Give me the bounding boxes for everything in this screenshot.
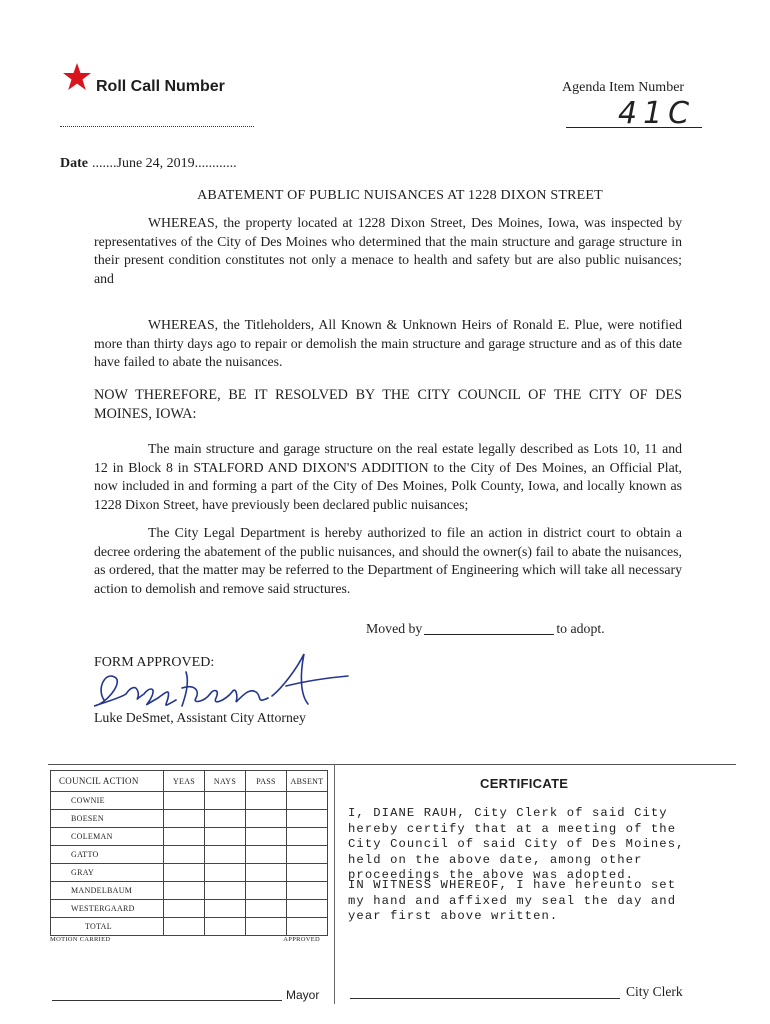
vote-cell xyxy=(287,918,328,936)
vote-cell xyxy=(287,900,328,918)
table-row xyxy=(51,810,328,828)
table-header-row xyxy=(51,771,328,792)
table-row xyxy=(51,918,328,936)
moved-by-label: Moved by xyxy=(366,621,423,636)
mayor-label: Mayor xyxy=(286,988,320,1002)
vote-cell xyxy=(246,810,287,828)
council-member-name: WESTERGAARD xyxy=(51,900,164,918)
total-label: TOTAL xyxy=(51,918,164,936)
vote-cell xyxy=(164,900,205,918)
table-row xyxy=(51,828,328,846)
roll-call-number-field xyxy=(60,126,254,127)
certificate-paragraph-2: IN WITNESS WHEREOF, I have hereunto set my hand and affixed my seal the day and year first above written. xyxy=(348,878,677,923)
agenda-item-number-label: Agenda Item Number xyxy=(562,80,685,95)
approved-label: APPROVED xyxy=(283,936,320,943)
agenda-item-number-value: 41C xyxy=(618,96,696,131)
vote-cell xyxy=(205,828,246,846)
vote-cell xyxy=(246,792,287,810)
vote-cell xyxy=(205,882,246,900)
vote-cell xyxy=(205,864,246,882)
to-adopt-label: to adopt. xyxy=(556,621,605,636)
agenda-item-number-line xyxy=(566,127,702,128)
vote-cell xyxy=(246,864,287,882)
council-member-name: GATTO xyxy=(51,846,164,864)
council-member-name: GRAY xyxy=(51,864,164,882)
vote-cell xyxy=(164,810,205,828)
roll-call-number-label: Roll Call Number xyxy=(96,78,225,95)
date-label: Date xyxy=(60,156,88,171)
table-row xyxy=(51,882,328,900)
council-action-header: COUNCIL ACTION xyxy=(51,771,164,792)
absent-header: ABSENT xyxy=(287,771,328,792)
vote-cell xyxy=(287,864,328,882)
council-member-name: COWNIE xyxy=(51,792,164,810)
vote-cell xyxy=(246,918,287,936)
vote-cell xyxy=(287,810,328,828)
table-row xyxy=(51,864,328,882)
paragraph-text: WHEREAS, the Titleholders, All Known & Unknown Heirs of Ronald E. Plue, were notified more than thirty days ago to repair or demolish the main structure and garage structure and as of this date have failed to abate the nuisances. xyxy=(94,317,682,369)
vote-cell xyxy=(164,828,205,846)
date-value: June 24, 2019 xyxy=(116,156,195,171)
council-member-name: BOESEN xyxy=(51,810,164,828)
vertical-divider xyxy=(334,764,335,1004)
table-row xyxy=(51,846,328,864)
vote-cell xyxy=(287,846,328,864)
table-row xyxy=(51,900,328,918)
council-action-table xyxy=(50,770,328,936)
mayor-signature-line xyxy=(52,1000,282,1001)
vote-cell xyxy=(164,918,205,936)
vote-cell xyxy=(164,864,205,882)
motion-carried-row xyxy=(50,936,320,943)
motion-carried-label: MOTION CARRIED xyxy=(50,936,111,943)
vote-cell xyxy=(287,828,328,846)
vote-cell xyxy=(287,882,328,900)
whereas-paragraph-2 xyxy=(94,316,682,372)
council-member-name: MANDELBAUM xyxy=(51,882,164,900)
city-clerk-signature-line xyxy=(350,998,620,999)
city-clerk-label: City Clerk xyxy=(626,984,683,999)
council-member-name: COLEMAN xyxy=(51,828,164,846)
section-divider xyxy=(48,764,736,765)
nays-header: NAYS xyxy=(205,771,246,792)
certificate-title: CERTIFICATE xyxy=(480,776,569,791)
vote-cell xyxy=(164,846,205,864)
yeas-header: YEAS xyxy=(164,771,205,792)
vote-cell xyxy=(205,792,246,810)
vote-cell xyxy=(205,846,246,864)
vote-cell xyxy=(246,882,287,900)
legal-department-paragraph xyxy=(94,524,682,598)
vote-cell xyxy=(205,918,246,936)
vote-cell xyxy=(287,792,328,810)
assistant-city-attorney: Luke DeSmet, Assistant City Attorney xyxy=(94,710,306,725)
vote-cell xyxy=(205,900,246,918)
vote-cell xyxy=(205,810,246,828)
vote-cell xyxy=(164,882,205,900)
paragraph-text: The City Legal Department is hereby authorized to file an action in district court to obtain a decree ordering the abatement of the public nuisances, and should the owner(s) fail to abate the nuisances, as ordered, that the matter may be referred to the Department of Engineering which will take all necessary action to demolish and remove said structures. xyxy=(94,525,682,596)
moved-by-line xyxy=(366,621,605,637)
table-row xyxy=(51,792,328,810)
paragraph-text: NOW THEREFORE, BE IT RESOLVED BY THE CITY COUNCIL OF THE CITY OF DES MOINES, IOWA: xyxy=(94,387,682,422)
red-star-icon xyxy=(62,62,92,92)
paragraph-text: The main structure and garage structure on the real estate legally described as Lots 10, 11 and 12 in Block 8 in STALFORD AND DIXON'S ADDITION to the City of Des Moines, an Official Plat, now included in and forming a part of the City of Des Moines, Polk County, Iowa, and locally known as 1228 Dixon Street, have previously been declared public nuisances; xyxy=(94,441,682,512)
whereas-paragraph-1 xyxy=(94,214,682,288)
vote-cell xyxy=(246,846,287,864)
vote-cell xyxy=(164,792,205,810)
pass-header: PASS xyxy=(246,771,287,792)
form-approved-label: FORM APPROVED: xyxy=(94,655,215,670)
legal-description-paragraph xyxy=(94,440,682,514)
moved-by-blank xyxy=(424,634,554,635)
document-title: ABATEMENT OF PUBLIC NUISANCES AT 1228 DIXON STREET xyxy=(197,188,603,203)
certificate-paragraph-1: I, DIANE RAUH, City Clerk of said City hereby certify that at a meeting of the City Council of said City of Des Moines, held on the above date, among other proceedings the above was adopted. xyxy=(348,806,685,882)
vote-cell xyxy=(246,828,287,846)
date-field: .......June 24, 2019............ xyxy=(92,156,237,171)
resolved-paragraph xyxy=(94,386,682,424)
paragraph-text: WHEREAS, the property located at 1228 Dixon Street, Des Moines, Iowa, was inspected by representatives of the City of Des Moines who determined that the main structure and garage structure in their present condition constitutes not only a menace to health and safety but are also public nuisances; and xyxy=(94,215,682,286)
handwritten-signature xyxy=(86,648,356,718)
vote-cell xyxy=(246,900,287,918)
